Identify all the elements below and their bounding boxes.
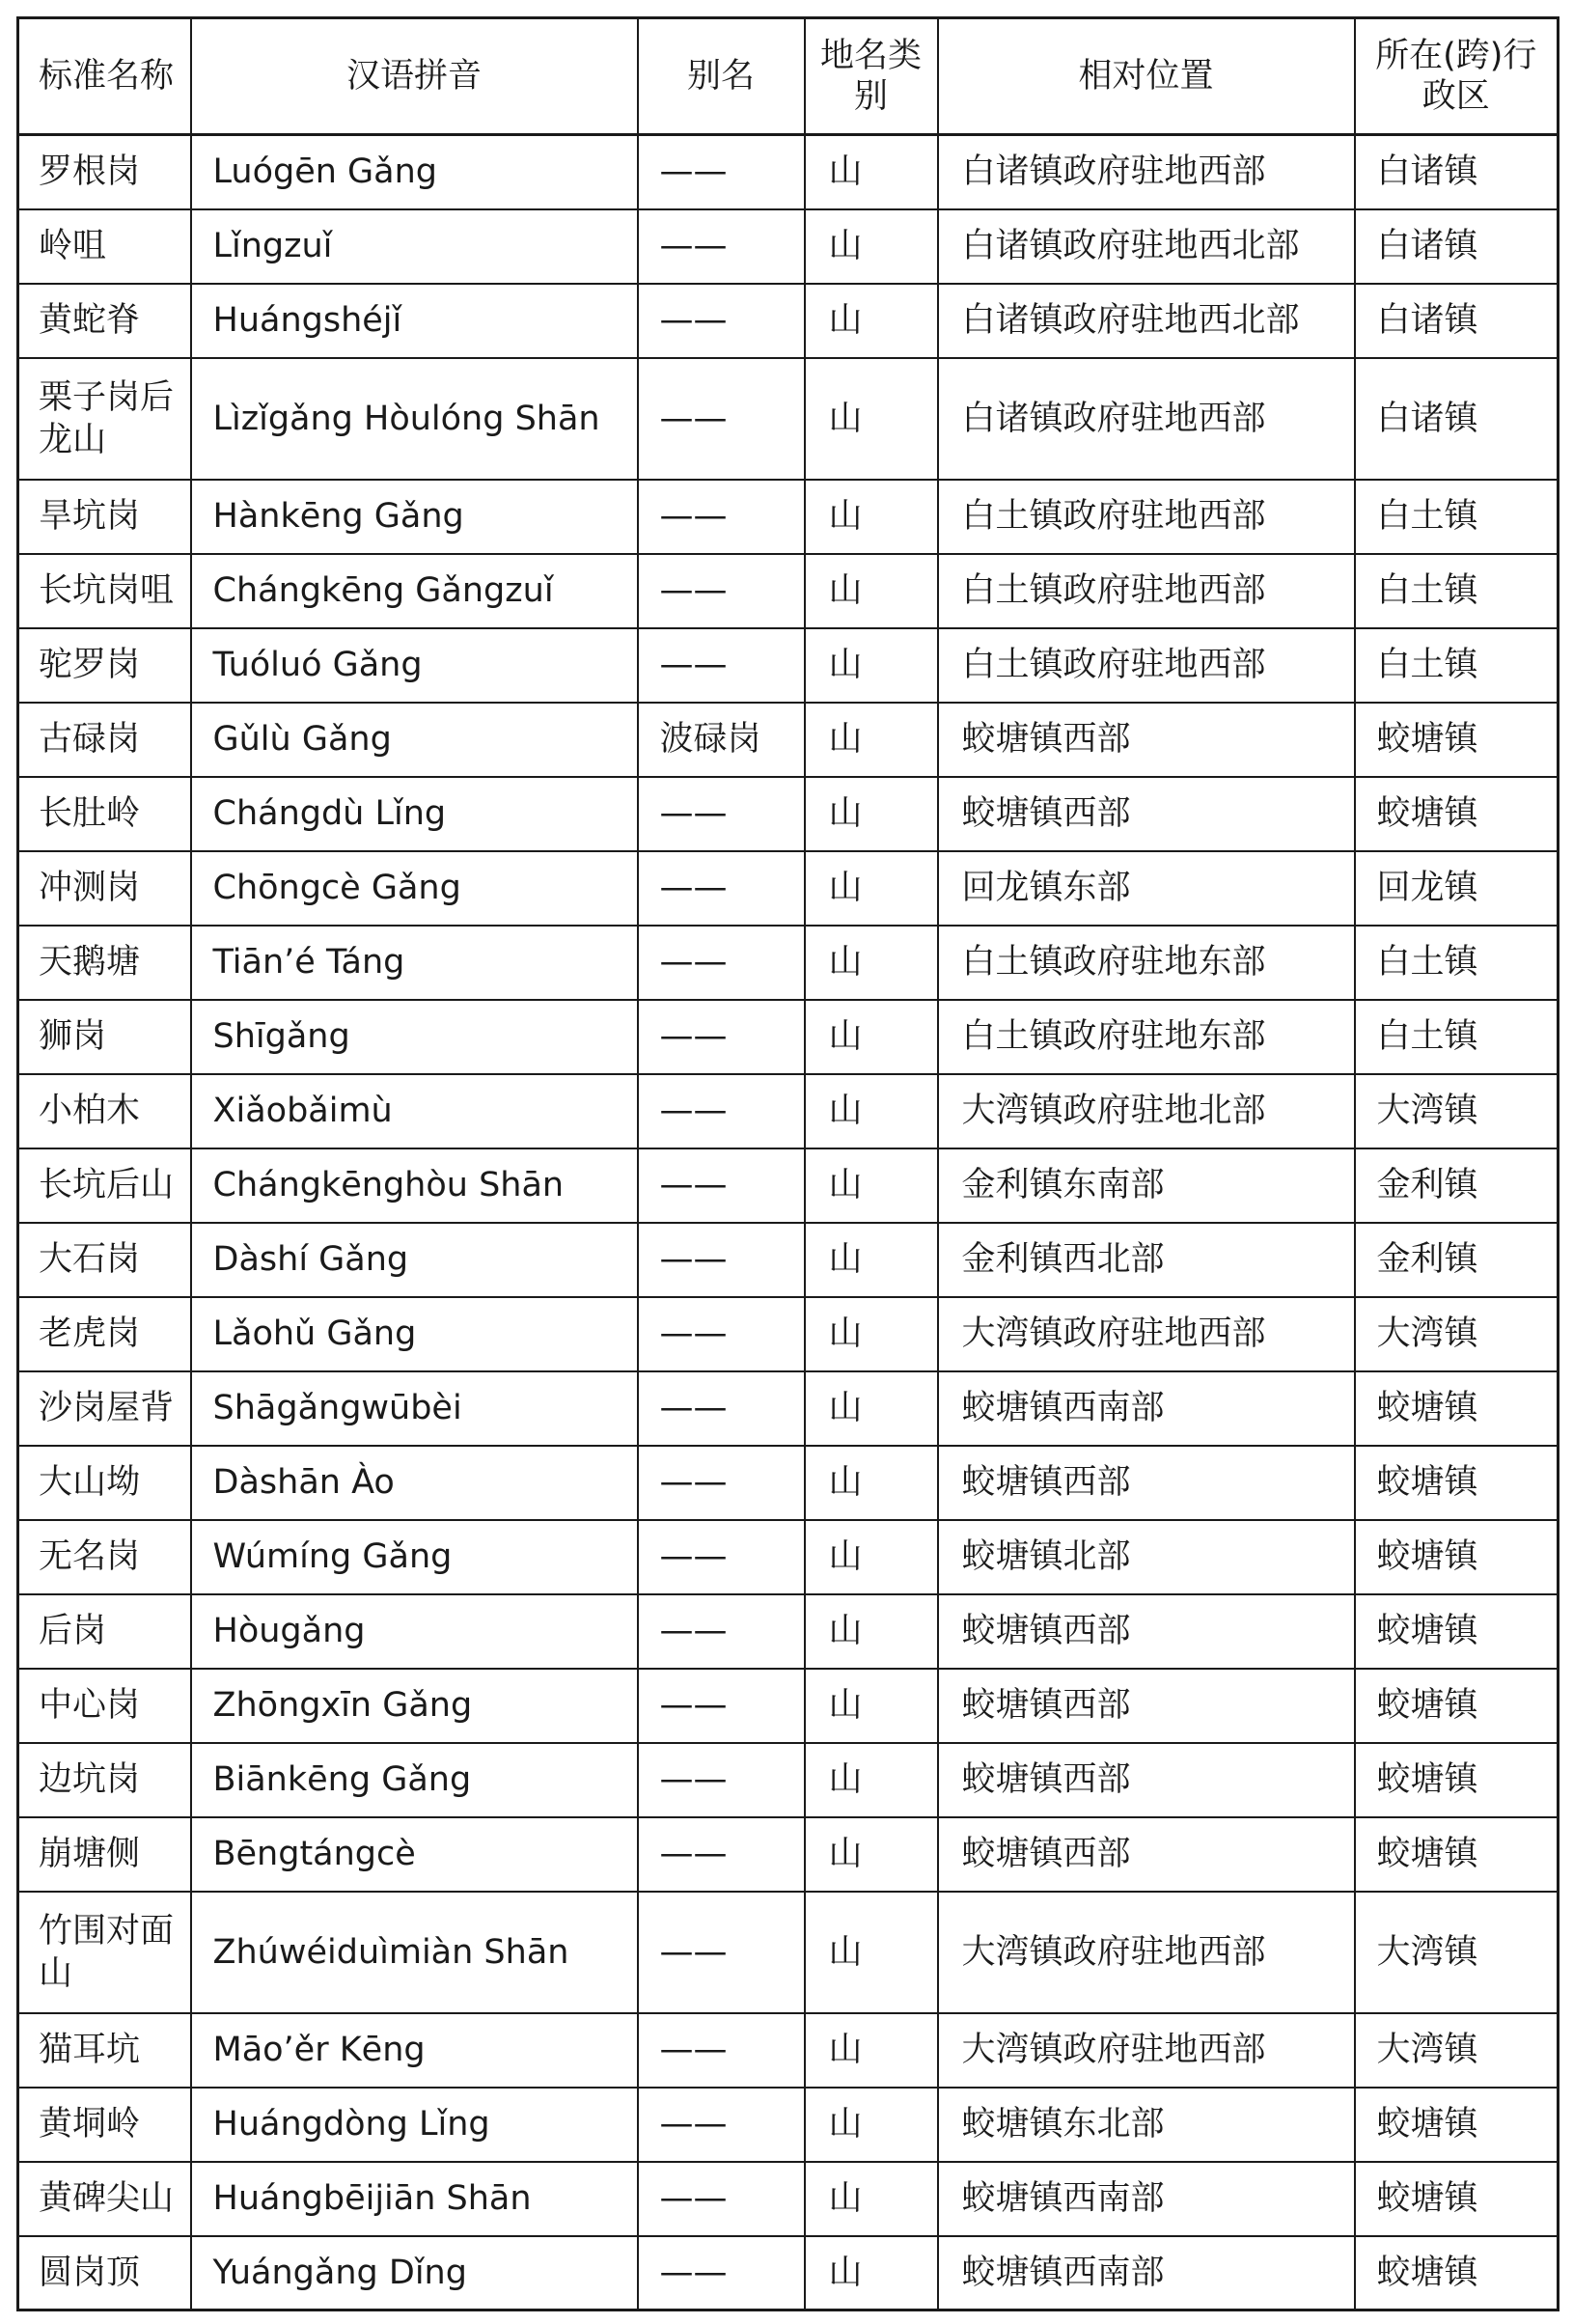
cell-alias: —— [638,2236,805,2310]
cell-place-type: 山 [805,628,938,703]
cell-relative-location: 蛟塘镇北部 [938,1520,1355,1594]
cell-alias: 波碌岗 [638,703,805,777]
table-row [18,358,1559,480]
header-pinyin: 汉语拼音 [191,18,638,135]
cell-standard-name: 黄蛇脊 [18,284,191,358]
cell-relative-location: 蛟塘镇西南部 [938,2162,1355,2236]
cell-pinyin: Wúmíng Gǎng [191,1520,638,1594]
cell-administrative-region: 蛟塘镇 [1355,703,1559,777]
cell-standard-name: 大山坳 [18,1446,191,1520]
cell-alias: —— [638,1669,805,1743]
header-administrative-region: 所在(跨)行政区 [1355,18,1559,135]
cell-place-type: 山 [805,1669,938,1743]
cell-administrative-region: 金利镇 [1355,1223,1559,1297]
cell-administrative-region: 蛟塘镇 [1355,1446,1559,1520]
cell-administrative-region: 大湾镇 [1355,1297,1559,1371]
cell-relative-location: 白土镇政府驻地东部 [938,926,1355,1000]
cell-pinyin: Xiǎobǎimù [191,1074,638,1148]
cell-alias: —— [638,209,805,284]
table-row [18,1371,1559,1446]
cell-relative-location: 大湾镇政府驻地西部 [938,2013,1355,2088]
cell-place-type: 山 [805,1594,938,1669]
cell-alias: —— [638,851,805,926]
cell-place-type: 山 [805,1817,938,1892]
cell-alias: —— [638,1446,805,1520]
cell-administrative-region: 白土镇 [1355,628,1559,703]
cell-alias: —— [638,2162,805,2236]
cell-place-type: 山 [805,2236,938,2310]
cell-standard-name: 崩塘侧 [18,1817,191,1892]
cell-pinyin: Lìzǐgǎng Hòulóng Shān [191,358,638,480]
cell-alias: —— [638,2013,805,2088]
cell-alias: —— [638,628,805,703]
cell-pinyin: Tuóluó Gǎng [191,628,638,703]
cell-relative-location: 金利镇西北部 [938,1223,1355,1297]
table-row [18,1074,1559,1148]
cell-relative-location: 白诸镇政府驻地西北部 [938,284,1355,358]
cell-administrative-region: 白诸镇 [1355,209,1559,284]
cell-place-type: 山 [805,2013,938,2088]
cell-alias: —— [638,1892,805,2013]
cell-pinyin: Māo’ěr Kēng [191,2013,638,2088]
cell-pinyin: Huángdòng Lǐng [191,2088,638,2162]
cell-administrative-region: 大湾镇 [1355,2013,1559,2088]
cell-pinyin: Zhúwéiduìmiàn Shān [191,1892,638,2013]
cell-standard-name: 小柏木 [18,1074,191,1148]
cell-alias: —— [638,135,805,209]
cell-pinyin: Chángkēnghòu Shān [191,1148,638,1223]
header-standard-name: 标准名称 [18,18,191,135]
table-row [18,1743,1559,1817]
cell-pinyin: Dàshān Ào [191,1446,638,1520]
table-row [18,703,1559,777]
cell-relative-location: 大湾镇政府驻地西部 [938,1892,1355,2013]
cell-relative-location: 大湾镇政府驻地北部 [938,1074,1355,1148]
cell-alias: —— [638,1074,805,1148]
cell-administrative-region: 白诸镇 [1355,358,1559,480]
table-row [18,284,1559,358]
cell-pinyin: Dàshí Gǎng [191,1223,638,1297]
cell-pinyin: Bēngtángcè [191,1817,638,1892]
cell-standard-name: 长坑后山 [18,1148,191,1223]
cell-pinyin: Huángshéjǐ [191,284,638,358]
table-row [18,209,1559,284]
cell-administrative-region: 白土镇 [1355,1000,1559,1074]
cell-place-type: 山 [805,1148,938,1223]
cell-administrative-region: 蛟塘镇 [1355,2088,1559,2162]
cell-relative-location: 蛟塘镇西部 [938,1594,1355,1669]
cell-relative-location: 蛟塘镇西部 [938,1669,1355,1743]
cell-pinyin: Hànkēng Gǎng [191,480,638,554]
cell-relative-location: 蛟塘镇西部 [938,1817,1355,1892]
cell-alias: —— [638,480,805,554]
cell-relative-location: 金利镇东南部 [938,1148,1355,1223]
cell-alias: —— [638,2088,805,2162]
cell-place-type: 山 [805,2088,938,2162]
cell-place-type: 山 [805,1892,938,2013]
table-row [18,777,1559,851]
cell-standard-name: 古碌岗 [18,703,191,777]
cell-alias: —— [638,1743,805,1817]
cell-place-type: 山 [805,284,938,358]
header-row [18,18,1559,135]
cell-alias: —— [638,554,805,628]
cell-standard-name: 无名岗 [18,1520,191,1594]
table-row [18,1594,1559,1669]
cell-standard-name: 黄垌岭 [18,2088,191,2162]
table-row [18,851,1559,926]
cell-standard-name: 天鹅塘 [18,926,191,1000]
table-row [18,2013,1559,2088]
cell-relative-location: 蛟塘镇西部 [938,1446,1355,1520]
table-row [18,1223,1559,1297]
cell-place-type: 山 [805,926,938,1000]
cell-pinyin: Lǐngzuǐ [191,209,638,284]
cell-pinyin: Biānkēng Gǎng [191,1743,638,1817]
cell-standard-name: 大石岗 [18,1223,191,1297]
cell-place-type: 山 [805,1446,938,1520]
cell-standard-name: 圆岗顶 [18,2236,191,2310]
cell-place-type: 山 [805,1297,938,1371]
table-row [18,1817,1559,1892]
cell-standard-name: 旱坑岗 [18,480,191,554]
cell-alias: —— [638,1223,805,1297]
cell-standard-name: 老虎岗 [18,1297,191,1371]
cell-place-type: 山 [805,2162,938,2236]
cell-relative-location: 白诸镇政府驻地西北部 [938,209,1355,284]
cell-standard-name: 狮岗 [18,1000,191,1074]
table-row [18,2236,1559,2310]
table-row [18,2162,1559,2236]
cell-pinyin: Shāgǎngwūbèi [191,1371,638,1446]
cell-place-type: 山 [805,358,938,480]
cell-relative-location: 蛟塘镇西部 [938,777,1355,851]
cell-administrative-region: 蛟塘镇 [1355,1371,1559,1446]
cell-standard-name: 猫耳坑 [18,2013,191,2088]
header-place-type: 地名类别 [805,18,938,135]
cell-relative-location: 蛟塘镇西南部 [938,1371,1355,1446]
cell-standard-name: 竹围对面山 [18,1892,191,2013]
cell-alias: —— [638,358,805,480]
cell-relative-location: 蛟塘镇西部 [938,703,1355,777]
table-row [18,135,1559,209]
cell-relative-location: 回龙镇东部 [938,851,1355,926]
table-header [18,18,1559,135]
cell-standard-name: 后岗 [18,1594,191,1669]
table-row [18,1000,1559,1074]
cell-administrative-region: 蛟塘镇 [1355,1520,1559,1594]
cell-pinyin: Gǔlù Gǎng [191,703,638,777]
cell-relative-location: 白土镇政府驻地西部 [938,480,1355,554]
cell-pinyin: Lǎohǔ Gǎng [191,1297,638,1371]
table-row [18,1520,1559,1594]
place-name-table [16,16,1559,2311]
cell-alias: —— [638,1000,805,1074]
cell-pinyin: Huángbēijiān Shān [191,2162,638,2236]
cell-administrative-region: 回龙镇 [1355,851,1559,926]
cell-place-type: 山 [805,209,938,284]
cell-pinyin: Zhōngxīn Gǎng [191,1669,638,1743]
cell-relative-location: 白诸镇政府驻地西部 [938,135,1355,209]
cell-place-type: 山 [805,1743,938,1817]
cell-standard-name: 边坑岗 [18,1743,191,1817]
cell-relative-location: 白诸镇政府驻地西部 [938,358,1355,480]
table-row [18,926,1559,1000]
cell-alias: —— [638,777,805,851]
table-row [18,1892,1559,2013]
cell-relative-location: 大湾镇政府驻地西部 [938,1297,1355,1371]
cell-pinyin: Shīgǎng [191,1000,638,1074]
cell-relative-location: 蛟塘镇东北部 [938,2088,1355,2162]
cell-administrative-region: 蛟塘镇 [1355,1817,1559,1892]
cell-relative-location: 白土镇政府驻地西部 [938,554,1355,628]
cell-standard-name: 沙岗屋背 [18,1371,191,1446]
cell-administrative-region: 蛟塘镇 [1355,1669,1559,1743]
cell-place-type: 山 [805,1000,938,1074]
cell-relative-location: 白土镇政府驻地东部 [938,1000,1355,1074]
cell-pinyin: Chángdù Lǐng [191,777,638,851]
table-row [18,1297,1559,1371]
cell-place-type: 山 [805,480,938,554]
cell-place-type: 山 [805,135,938,209]
cell-standard-name: 中心岗 [18,1669,191,1743]
cell-standard-name: 栗子岗后龙山 [18,358,191,480]
cell-pinyin: Luógēn Gǎng [191,135,638,209]
cell-place-type: 山 [805,703,938,777]
cell-administrative-region: 蛟塘镇 [1355,1594,1559,1669]
table-body [18,135,1559,2310]
cell-administrative-region: 白土镇 [1355,926,1559,1000]
cell-administrative-region: 蛟塘镇 [1355,2236,1559,2310]
cell-place-type: 山 [805,1223,938,1297]
cell-administrative-region: 大湾镇 [1355,1892,1559,2013]
table-row [18,1669,1559,1743]
cell-alias: —— [638,1297,805,1371]
cell-standard-name: 驼罗岗 [18,628,191,703]
cell-place-type: 山 [805,777,938,851]
cell-alias: —— [638,1371,805,1446]
table-row [18,628,1559,703]
table-row [18,1148,1559,1223]
cell-place-type: 山 [805,851,938,926]
cell-pinyin: Tiān’é Táng [191,926,638,1000]
cell-standard-name: 黄碑尖山 [18,2162,191,2236]
cell-administrative-region: 蛟塘镇 [1355,777,1559,851]
cell-alias: —— [638,284,805,358]
cell-pinyin: Hòugǎng [191,1594,638,1669]
header-relative-location: 相对位置 [938,18,1355,135]
cell-place-type: 山 [805,1074,938,1148]
cell-place-type: 山 [805,1520,938,1594]
cell-place-type: 山 [805,554,938,628]
cell-alias: —— [638,1594,805,1669]
table-row [18,2088,1559,2162]
cell-standard-name: 岭咀 [18,209,191,284]
cell-place-type: 山 [805,1371,938,1446]
cell-pinyin: Chángkēng Gǎngzuǐ [191,554,638,628]
cell-alias: —— [638,1817,805,1892]
header-alias: 别名 [638,18,805,135]
cell-administrative-region: 白土镇 [1355,480,1559,554]
table-row [18,1446,1559,1520]
cell-administrative-region: 白土镇 [1355,554,1559,628]
cell-standard-name: 长坑岗咀 [18,554,191,628]
cell-administrative-region: 蛟塘镇 [1355,2162,1559,2236]
cell-relative-location: 白土镇政府驻地西部 [938,628,1355,703]
cell-relative-location: 蛟塘镇西南部 [938,2236,1355,2310]
cell-administrative-region: 金利镇 [1355,1148,1559,1223]
cell-alias: —— [638,1148,805,1223]
table-row [18,554,1559,628]
cell-standard-name: 冲测岗 [18,851,191,926]
cell-standard-name: 罗根岗 [18,135,191,209]
cell-alias: —— [638,926,805,1000]
cell-administrative-region: 蛟塘镇 [1355,1743,1559,1817]
table-row [18,480,1559,554]
cell-pinyin: Chōngcè Gǎng [191,851,638,926]
cell-pinyin: Yuángǎng Dǐng [191,2236,638,2310]
cell-administrative-region: 白诸镇 [1355,135,1559,209]
cell-administrative-region: 白诸镇 [1355,284,1559,358]
cell-administrative-region: 大湾镇 [1355,1074,1559,1148]
cell-standard-name: 长肚岭 [18,777,191,851]
cell-relative-location: 蛟塘镇西部 [938,1743,1355,1817]
cell-alias: —— [638,1520,805,1594]
